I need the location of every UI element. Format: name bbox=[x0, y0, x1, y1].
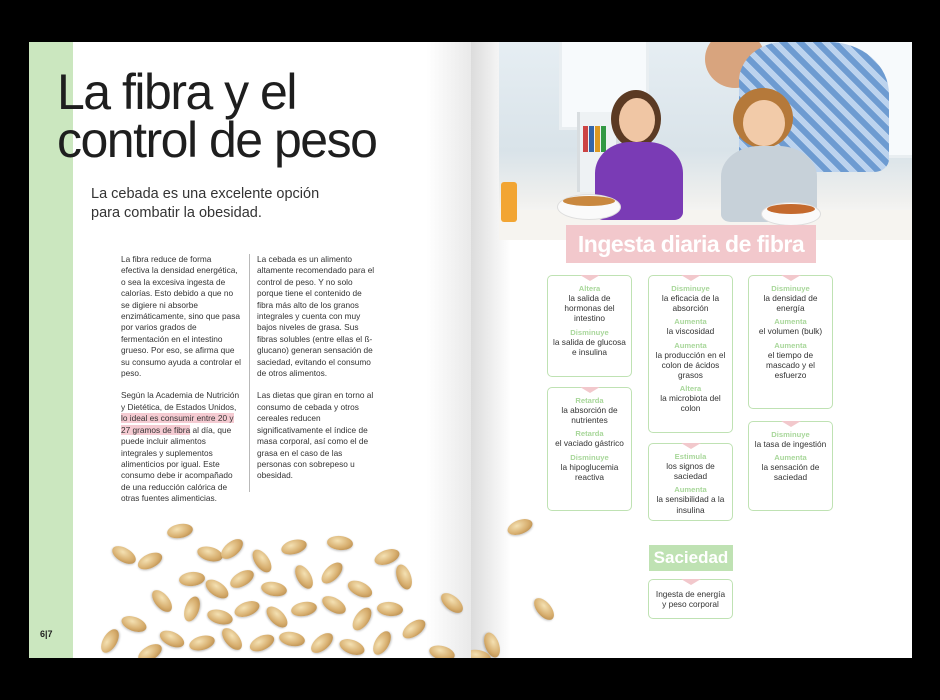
effect-label: Retarda bbox=[575, 429, 604, 439]
effect-label: Aumenta bbox=[674, 317, 707, 327]
page-number: 6|7 bbox=[40, 629, 53, 639]
effect-text: la microbiota del colon bbox=[660, 393, 721, 414]
right-page bbox=[471, 42, 912, 658]
effect-text: la producción en el colon de ácidos grasos bbox=[655, 349, 726, 381]
saciedad-banner: Saciedad bbox=[649, 545, 733, 571]
effect-text: la eficacia de la absorción bbox=[661, 293, 720, 314]
fiber-effects-box bbox=[547, 387, 632, 511]
title-line-1: La fibra y el bbox=[57, 64, 296, 120]
paragraph: La cebada es un alimento altamente recomendado para el control de peso. Y no solo porque tiene el contenido de fibra más alto de los granos integrales y cuenta con muy bajos niveles de grasa. Sus fibras solubles (entre ellas el ß-glucano) generan sensación de saciedad, evitando el consumo de otros alimentos. bbox=[257, 254, 375, 379]
effect-text: la absorción de nutrientes bbox=[561, 405, 618, 426]
paragraph-text: Según la Academia de Nutrición y Dietética, de Estados Unidos, bbox=[121, 390, 240, 412]
effect-text: la tasa de ingestión bbox=[754, 439, 827, 449]
title-line-2: control de peso bbox=[57, 112, 377, 168]
paragraph-text: al día, que puede incluir alimentos integrales y suplementos alimenticios por igual. Este consumo debe ir acompañado de una reducción calórica de otras fuentes alimenticias. bbox=[121, 424, 233, 504]
effect-label: Aumenta bbox=[774, 340, 807, 350]
effect-label: Aumenta bbox=[774, 317, 807, 327]
saciedad-box bbox=[648, 579, 733, 619]
left-page bbox=[29, 42, 471, 658]
effect-label: Estimula bbox=[674, 452, 707, 461]
fiber-effects-box bbox=[748, 421, 833, 511]
effect-label: Disminuye bbox=[671, 284, 710, 293]
effect-label: Aumenta bbox=[674, 485, 707, 495]
effect-text: la viscosidad bbox=[666, 326, 715, 337]
text-column-left bbox=[121, 254, 241, 516]
saciedad-text: Ingesta de energía y peso corporal bbox=[655, 589, 726, 610]
effect-text: la hipoglucemia reactiva bbox=[560, 461, 619, 482]
effect-text: la salida de glucosa e insulina bbox=[553, 336, 626, 357]
daily-fiber-banner: Ingesta diaria de fibra bbox=[566, 225, 816, 263]
family-photo bbox=[499, 42, 912, 240]
fiber-effects-box bbox=[648, 275, 733, 433]
effect-label: Disminuye bbox=[570, 452, 609, 462]
paragraph: La fibra reduce de forma efectiva la densidad energética, o sea la excesiva ingesta de calorías. Esto debido a que no se digiere ni absorbe enzimáticamente, sino que pasa por varios grados de fermentación en el intestino grueso. Por eso, se afirma que su consumo ayuda a controlar el peso. bbox=[121, 254, 241, 379]
effect-text: la densidad de energía bbox=[763, 293, 818, 314]
effect-text: el vaciado gástrico bbox=[555, 438, 624, 449]
fiber-effects-box bbox=[748, 275, 833, 409]
text-column-right bbox=[257, 254, 377, 493]
effect-label: Disminuye bbox=[570, 327, 609, 337]
effect-label: Altera bbox=[679, 384, 702, 394]
fiber-effects-box bbox=[547, 275, 632, 377]
paragraph bbox=[121, 390, 241, 504]
page-title bbox=[57, 64, 457, 168]
fiber-effects-box bbox=[648, 443, 733, 521]
page-subtitle: La cebada es una excelente opción para combatir la obesidad. bbox=[91, 186, 320, 221]
paragraph: Las dietas que giran en torno al consumo de cebada y otros cereales reducen significativamente el índice de masa corporal, así como el de grasa en el caso de las personas con sobrepeso u obesidad. bbox=[257, 390, 374, 481]
effect-text: la sensación de saciedad bbox=[761, 462, 820, 483]
effect-label: Disminuye bbox=[771, 284, 810, 293]
highlighted-text: lo ideal es consumir entre 20 y 27 gramos de fibra bbox=[121, 413, 234, 435]
column-divider bbox=[249, 254, 250, 492]
effect-label: Aumenta bbox=[774, 453, 807, 463]
effect-label: Altera bbox=[578, 284, 601, 293]
effect-text: la salida de hormonas del intestino bbox=[564, 293, 615, 324]
effect-label: Aumenta bbox=[674, 340, 707, 350]
effect-label: Disminuye bbox=[771, 430, 810, 439]
effect-text: la sensibilidad a la insulina bbox=[656, 494, 725, 515]
effect-label: Retarda bbox=[575, 396, 604, 405]
effect-text: los signos de saciedad bbox=[666, 461, 715, 482]
effect-text: el tiempo de mascado y el esfuerzo bbox=[766, 349, 815, 381]
effect-text: el volumen (bulk) bbox=[758, 326, 823, 337]
